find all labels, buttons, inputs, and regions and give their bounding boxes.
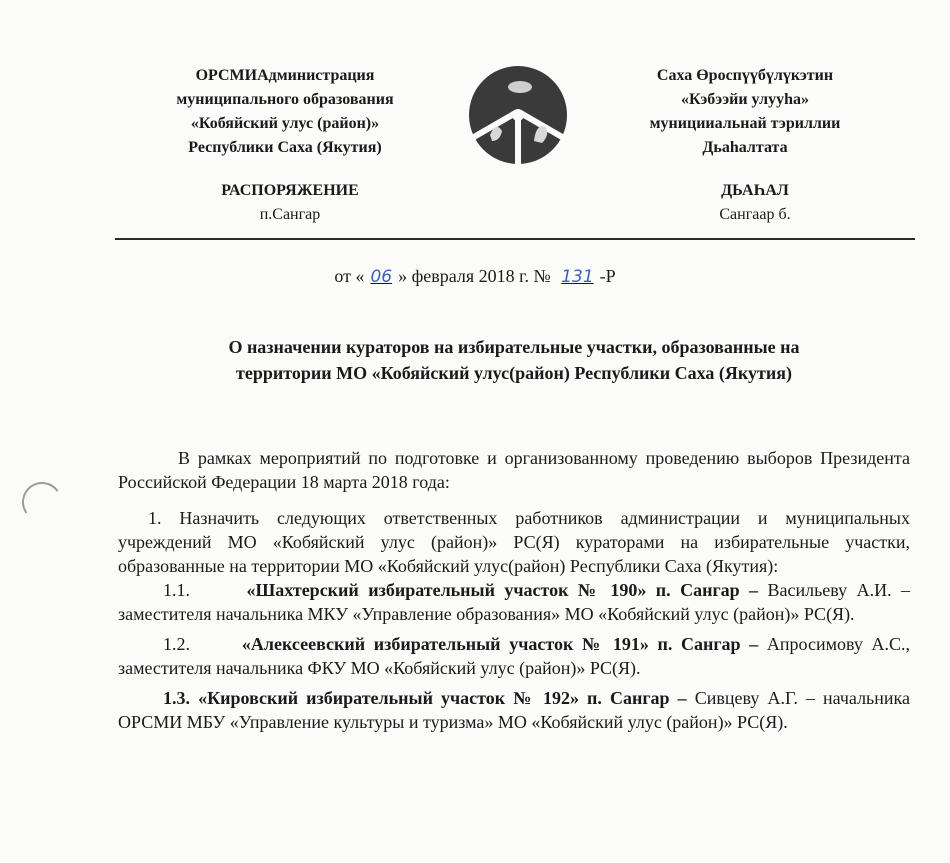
header-right-line: муницииальнай тэриллии — [649, 115, 841, 132]
header-right-line: Дьаһалтата — [702, 139, 788, 156]
item-1-3-heading: «Кировский избирательный участок № 192» п. Сангар – — [198, 688, 687, 708]
item-1-2-text: Апросимову А.С., заместителя начальника ФКУ МО «Кобяйский улус (район)» РС(Я). — [118, 634, 911, 678]
order-place-ru: п.Сангар — [259, 206, 321, 223]
order-date-line — [0, 263, 950, 290]
document-title-line: О назначении кураторов на избирательные участки, образованные на — [228, 337, 800, 357]
header-divider — [115, 238, 915, 240]
header-left-line: муниципального образования — [176, 91, 394, 108]
document-title — [118, 334, 910, 386]
handwritten-day: 06 — [370, 267, 393, 287]
item-1-1-number: 1.1. — [163, 580, 190, 600]
document-title-line: территории МО «Кобяйский улус(район) Республики Саха (Якутия) — [236, 363, 792, 383]
item-1-paragraph: 1. Назначить следующих ответственных работников администрации и муниципальных учреждений МО «Кобяйский улус (район)» РС(Я) кураторами на избирательные участки, образованные на территории МО «Кобяйский улус(район) Республики Саха (Якутия): — [118, 508, 910, 576]
order-title-ru: РАСПОРЯЖЕНИЕ — [221, 182, 359, 199]
order-right-block — [680, 179, 830, 227]
item-1-1-paragraph — [118, 578, 910, 626]
header-left-block — [140, 64, 430, 160]
header-left-line: Республики Саха (Якутия) — [188, 139, 382, 156]
header-left-line: ОРСМИАдминистрация — [195, 67, 375, 84]
document-body — [118, 446, 910, 734]
item-1-1-heading: «Шахтерский избирательный участок № 190» п. Сангар – — [246, 580, 759, 600]
date-middle: » февраля 2018 г. № — [398, 266, 551, 286]
header-right-line: Саха Өроспүүбүлүкэтин — [656, 67, 834, 84]
header-right-line: «Кэбээйи улууһа» — [680, 91, 810, 108]
order-place-sah: Сангаар б. — [719, 206, 791, 223]
item-1-2-number: 1.2. — [163, 634, 190, 654]
header-right-block — [620, 64, 870, 160]
item-1-1-text: Васильеву А.И. – заместителя начальника МКУ «Управление образования» МО «Кобяйский улус (район)» РС(Я). — [118, 580, 911, 624]
item-1-3-text: Сивцеву А.Г. – начальника ОРСМИ МБУ «Управление культуры и туризма» МО «Кобяйский улус (район)» РС(Я). — [118, 688, 910, 732]
item-1-3-paragraph — [118, 686, 910, 734]
header-left-line: «Кобяйский улус (район)» — [190, 115, 380, 132]
item-1-2-heading: «Алексеевский избирательный участок № 191» п. Сангар – — [241, 634, 759, 654]
order-left-block — [180, 179, 400, 227]
item-1-3-number: 1.3. — [163, 688, 190, 708]
handwritten-order-number: 131 — [561, 267, 594, 287]
intro-paragraph: В рамках мероприятий по подготовке и организованному проведению выборов Президента Российской Федерации 18 марта 2018 года: — [118, 448, 910, 492]
date-suffix: -Р — [599, 266, 616, 286]
order-title-sah: ДЬАҺАЛ — [721, 182, 789, 199]
scan-margin-mark — [19, 479, 65, 525]
coat-of-arms-emblem — [468, 63, 568, 167]
date-prefix: от « — [334, 266, 365, 286]
item-1-2-paragraph — [118, 632, 910, 680]
